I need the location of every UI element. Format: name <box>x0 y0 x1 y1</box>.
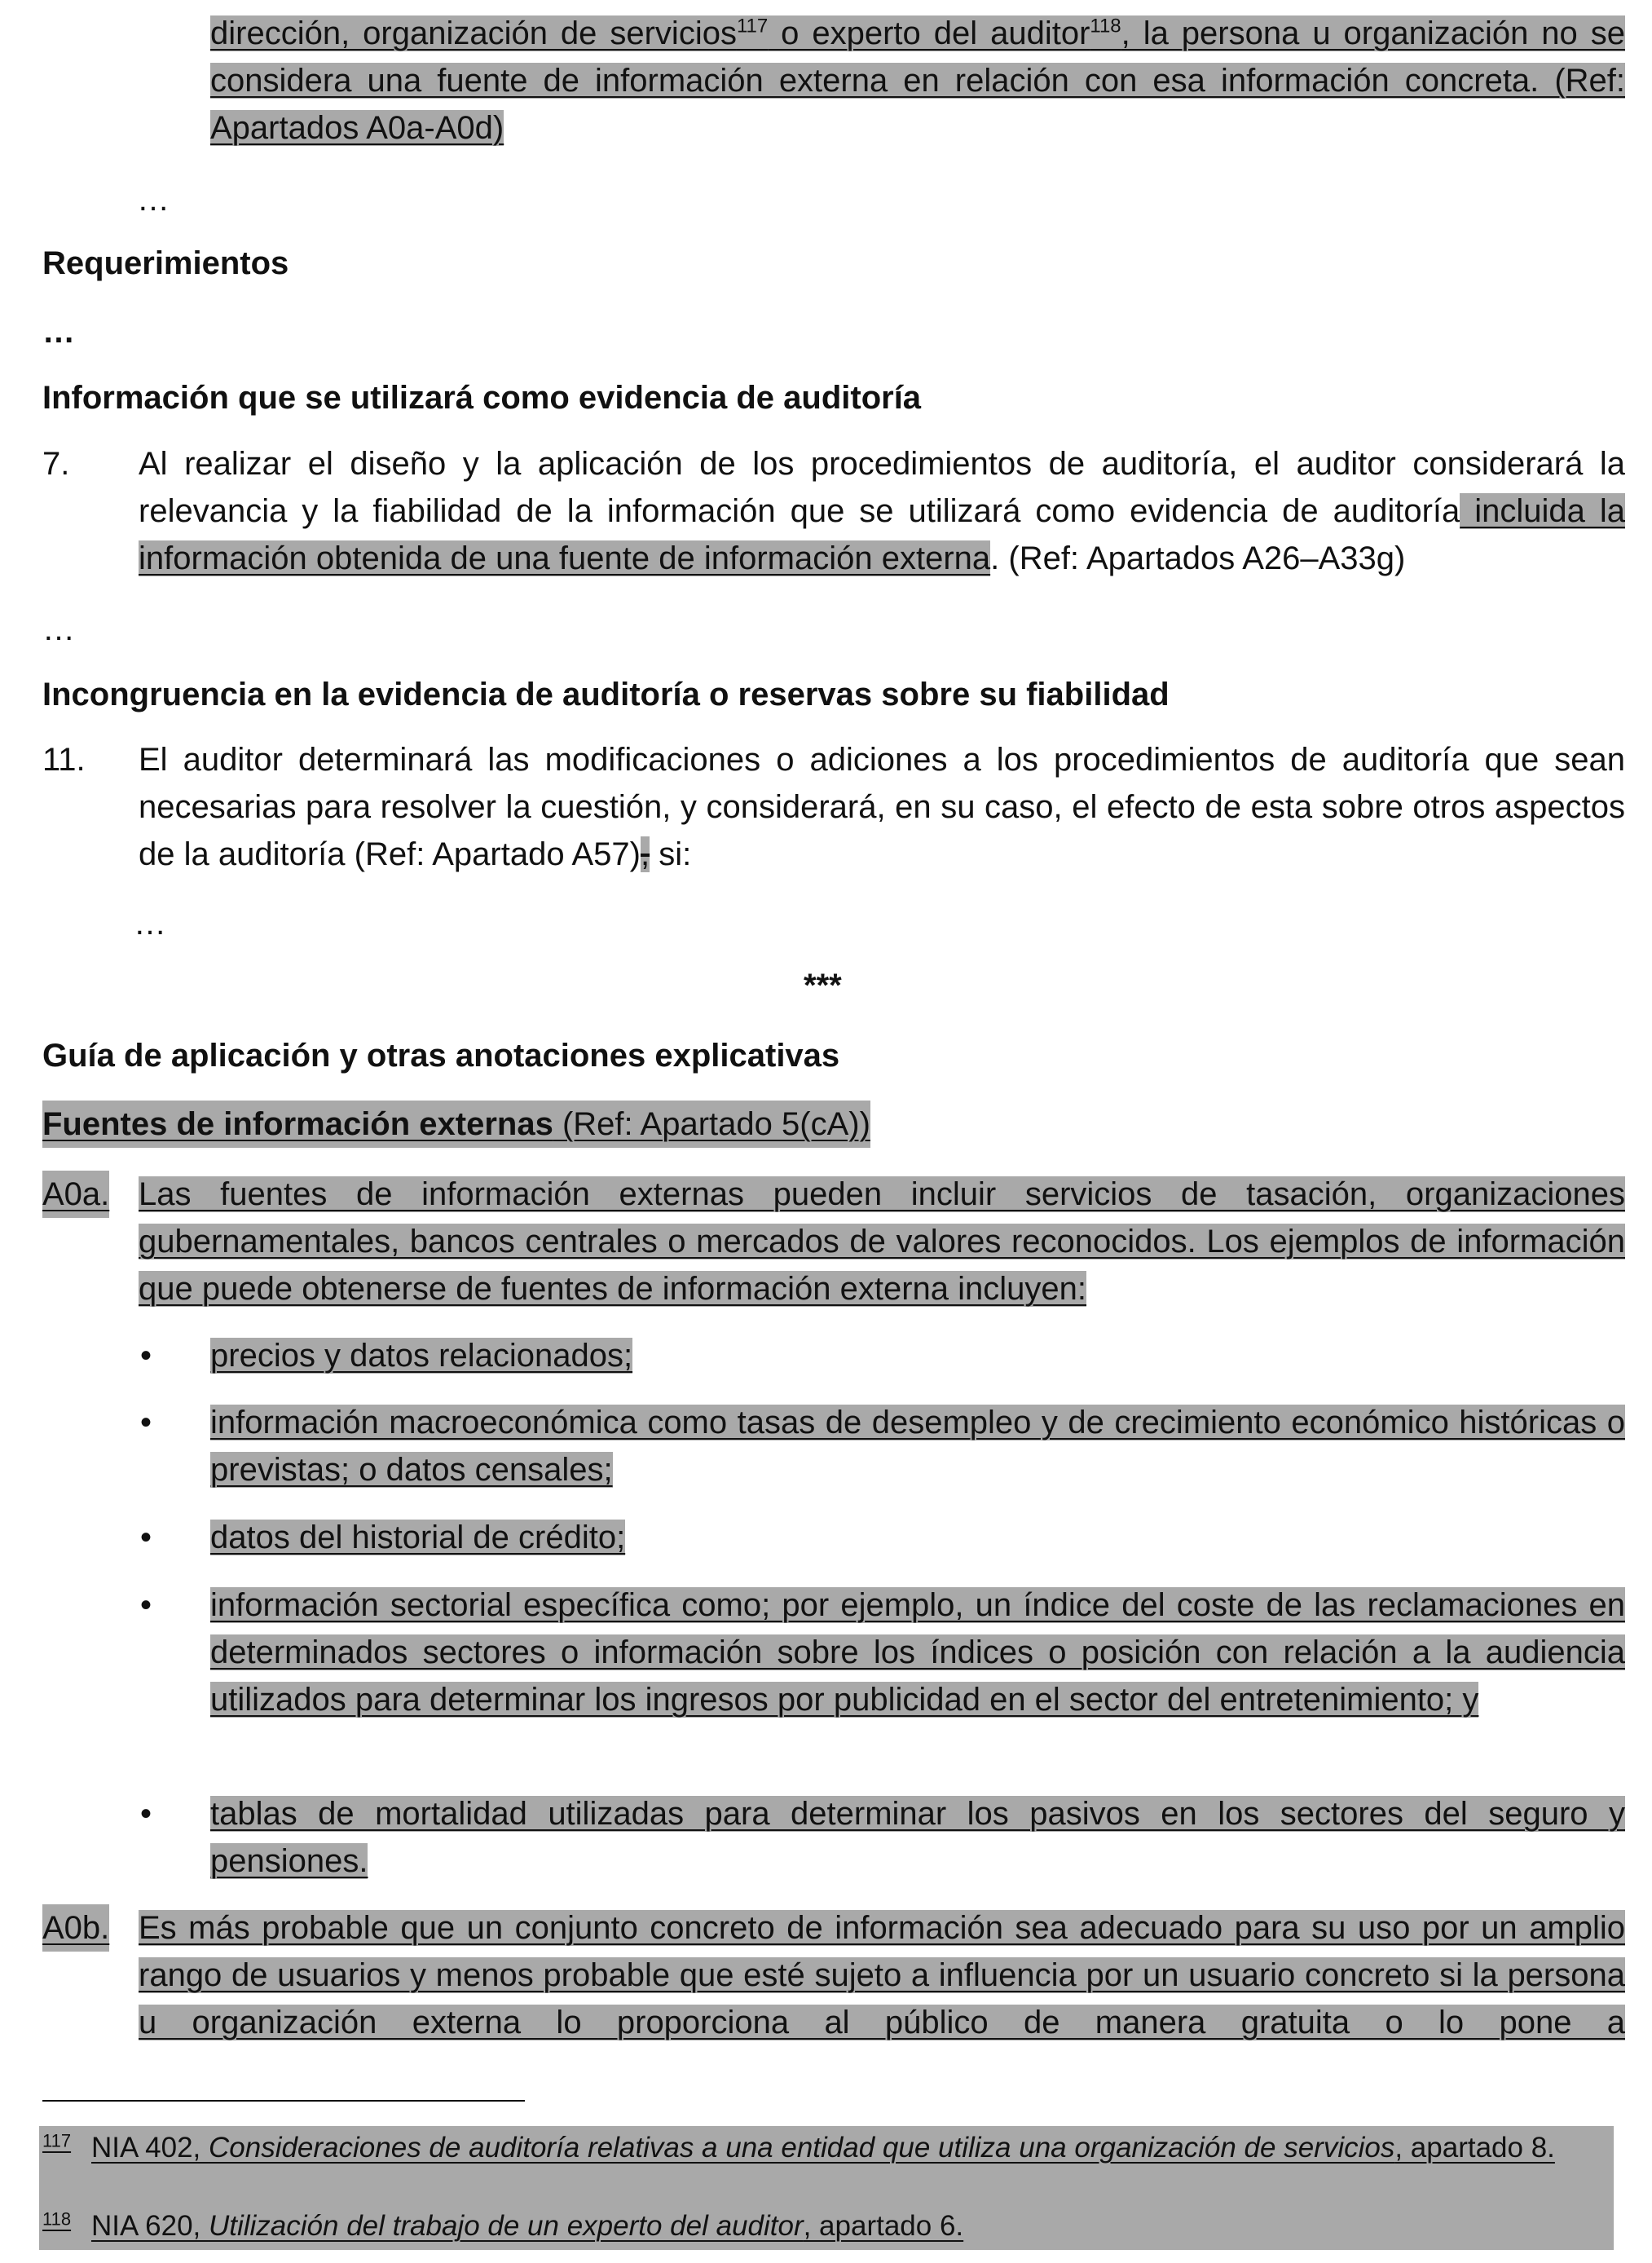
paragraph-a0b <box>139 1904 1625 2046</box>
paragraph-a0b-number: A0b. <box>42 1904 109 1952</box>
footnote-118-mark <box>42 2208 71 2245</box>
intro-text-b: o experto del auditor <box>768 15 1090 51</box>
paragraph-a0a <box>139 1171 1625 1312</box>
footnote-118-post: , apartado 6. <box>803 2210 964 2242</box>
section-separator-stars: *** <box>804 968 842 1004</box>
bullet-item-2 <box>210 1399 1625 1493</box>
heading-guia-aplicacion: Guía de aplicación y otras anotaciones explicativas <box>42 1038 840 1074</box>
bullet-item-5-text: tablas de mortalidad utilizadas para determinar los pasivos en los sectores del seguro y pensiones. <box>210 1796 1625 1879</box>
heading-fuentes-ref: (Ref: Apartado 5(cA)) <box>553 1106 870 1142</box>
bullet-5-dot: • <box>140 1796 152 1832</box>
ellipsis-4: … <box>134 906 166 942</box>
footnote-ref-117[interactable]: 117 <box>736 15 769 37</box>
paragraph-7-text-b: . (Ref: Apartados A26–A33g) <box>990 540 1406 576</box>
heading-incongruencia: Incongruencia en la evidencia de auditoría o reservas sobre su fiabilidad <box>42 677 1170 712</box>
bullet-1-dot: • <box>140 1338 152 1374</box>
paragraph-a0b-text: Es más probable que un conjunto concreto de información sea adecuado para su uso por un amplio rango de usuarios y menos probable que esté sujeto a influencia por un usuario concreto si la persona u organización externa lo proporciona al público de manera gratuita o lo pone a <box>139 1910 1625 2040</box>
paragraph-7-highlight: incluida la información obtenida de una fuente de información externa <box>139 493 1625 576</box>
footnote-117-post: , apartado 8. <box>1394 2132 1555 2164</box>
bullet-item-4 <box>210 1581 1625 1723</box>
footnote-118-title: Utilización del trabajo de un experto del auditor <box>208 2210 804 2242</box>
bullet-item-5 <box>210 1790 1625 1885</box>
ellipsis-2: … <box>42 314 75 350</box>
bullet-2-dot: • <box>140 1405 152 1440</box>
paragraph-7-number: 7. <box>42 446 70 482</box>
footnote-separator <box>42 2100 525 2102</box>
ellipsis-3: … <box>42 611 75 647</box>
paragraph-a0a-text: Las fuentes de información externas pueden incluir servicios de tasación, organizaciones gubernamentales, bancos centrales o mercados de valores reconocidos. Los ejemplos de información que puede obtenerse de fuentes de información externa incluyen: <box>139 1176 1625 1307</box>
heading-fuentes-externas <box>42 1101 870 1148</box>
bullet-item-3-text: datos del historial de crédito; <box>210 1520 626 1555</box>
footnote-117 <box>91 2129 1625 2167</box>
bullet-item-4-text: información sectorial específica como; por ejemplo, un índice del coste de las reclamaciones en determinados sectores o información sobre los índices o posición con relación a la audiencia utilizados para determinar los ingresos por publicidad en el sector del entretenimiento; y <box>210 1587 1625 1718</box>
heading-requerimientos: Requerimientos <box>42 245 289 281</box>
paragraph-11-deleted-comma: , <box>640 836 650 872</box>
heading-fuentes-bold: Fuentes de información externas <box>42 1106 553 1142</box>
footnote-117-title: Consideraciones de auditoría relativas a una entidad que utiliza una organización de servicios <box>208 2132 1395 2164</box>
footnote-117-mark <box>42 2129 71 2167</box>
bullet-item-1 <box>210 1332 1625 1379</box>
intro-text-c: , la persona u organización no se considera una fuente de información externa en relación con esa información concreta. (Ref: Apartados A0a-A0d) <box>210 15 1625 146</box>
paragraph-a0a-number: A0a. <box>42 1171 109 1218</box>
bullet-4-dot: • <box>140 1587 152 1623</box>
bullet-3-dot: • <box>140 1520 152 1555</box>
paragraph-7 <box>139 440 1625 582</box>
paragraph-11 <box>139 736 1625 878</box>
paragraph-11-text-a: El auditor determinará las modificaciones o adiciones a los procedimientos de auditoría que sean necesarias para resolver la cuestión, y considerará, en su caso, el efecto de esta sobre otros aspectos de la auditoría (Ref: Apartado A57) <box>139 742 1625 872</box>
footnote-118-pre: NIA 620, <box>91 2210 209 2242</box>
footnote-117-pre: NIA 402, <box>91 2132 209 2164</box>
intro-text-a: dirección, organización de servicios <box>210 15 737 51</box>
bullet-item-1-text: precios y datos relacionados; <box>210 1338 633 1374</box>
bullet-item-2-text: información macroeconómica como tasas de desempleo y de crecimiento económico históricas o previstas; o datos censales; <box>210 1405 1625 1488</box>
paragraph-7-text-a: Al realizar el diseño y la aplicación de los procedimientos de auditoría, el auditor considerará la relevancia y la fiabilidad de la información que se utilizará como evidencia de auditoría <box>139 446 1625 529</box>
paragraph-11-text-b: si: <box>650 836 692 872</box>
heading-informacion-evidencia: Información que se utilizará como evidencia de auditoría <box>42 380 922 416</box>
intro-paragraph <box>210 10 1625 152</box>
paragraph-11-number: 11. <box>42 742 86 778</box>
footnote-ref-118[interactable]: 118 <box>1090 15 1121 37</box>
footnote-117-number: 117 <box>42 2130 72 2151</box>
footnote-118 <box>91 2208 1625 2245</box>
bullet-item-3 <box>210 1514 1625 1561</box>
ellipsis-1: … <box>137 182 170 218</box>
footnote-118-number: 118 <box>42 2208 72 2230</box>
intro-highlight <box>210 15 1625 146</box>
